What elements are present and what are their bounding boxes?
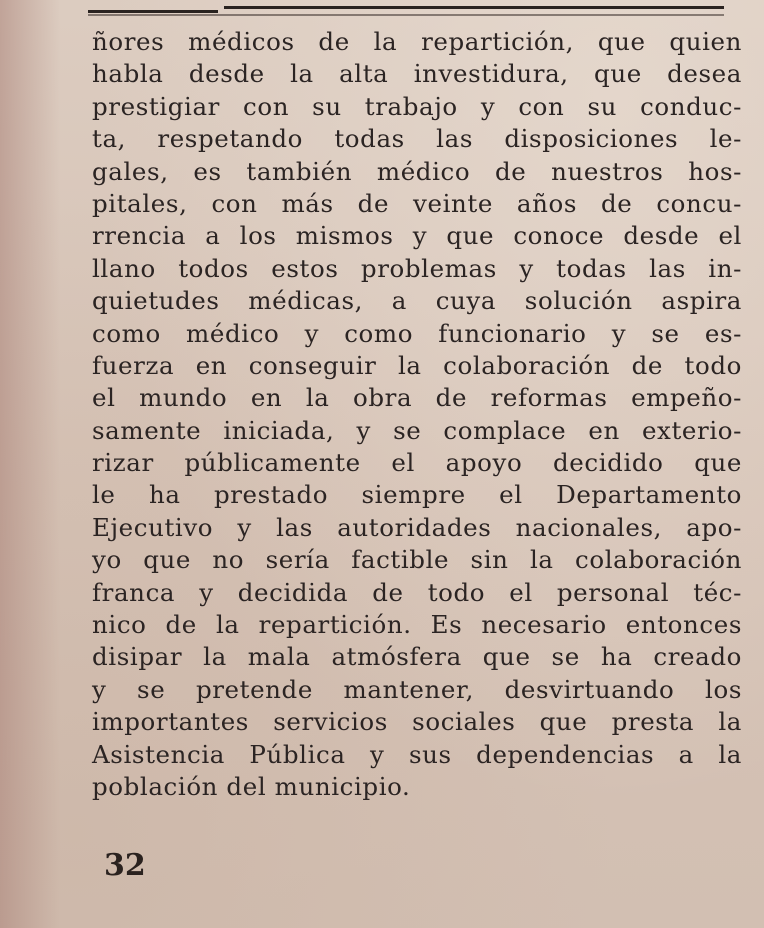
body-paragraph — [92, 26, 742, 803]
text-line: rrencia a los mismos y que conoce desde el — [92, 221, 742, 251]
text-line: llano todos estos problemas y todas las in- — [92, 253, 742, 283]
text-line: disipar la mala atmósfera que se ha creado — [92, 642, 742, 672]
text-line: franca y decidida de todo el personal téc- — [92, 577, 742, 607]
text-line: gales, es también médico de nuestros hos- — [92, 156, 742, 186]
text-line: población del municipio. — [92, 771, 411, 801]
text-line: nico de la repartición. Es necesario entonces — [92, 610, 742, 640]
header-rule-right — [224, 6, 724, 9]
text-line: y se pretende mantener, desvirtuando los — [92, 674, 742, 704]
text-line: habla desde la alta investidura, que desea — [92, 59, 742, 89]
page-edge-shadow — [0, 0, 60, 928]
text-line: como médico y como funcionario y se es- — [92, 318, 742, 348]
text-line: le ha prestado siempre el Departamento — [92, 480, 742, 510]
text-line: pitales, con más de veinte años de concu- — [92, 188, 742, 218]
text-line: Asistencia Pública y sus dependencias a la — [92, 739, 742, 769]
text-line: quietudes médicas, a cuya solución aspira — [92, 286, 742, 316]
text-line: ta, respetando todas las disposiciones le- — [92, 124, 742, 154]
text-line: ñores médicos de la repartición, que quien — [92, 27, 742, 56]
text-line: Ejecutivo y las autoridades nacionales, apo- — [92, 512, 742, 542]
text-line: prestigiar con su trabajo y con su conduc- — [92, 91, 742, 121]
header-rule — [88, 2, 724, 16]
text-line: fuerza en conseguir la colaboración de todo — [92, 350, 742, 380]
page-number: 32 — [104, 848, 146, 883]
text-line: yo que no sería factible sin la colaboración — [92, 545, 742, 575]
header-rule-left — [88, 10, 218, 13]
header-rule-underline — [88, 14, 724, 16]
text-line: importantes servicios sociales que presta la — [92, 707, 742, 737]
text-line: rizar públicamente el apoyo decidido que — [92, 448, 742, 478]
text-line: el mundo en la obra de reformas empeño- — [92, 383, 742, 413]
text-line: samente iniciada, y se complace en exterio- — [92, 415, 742, 445]
